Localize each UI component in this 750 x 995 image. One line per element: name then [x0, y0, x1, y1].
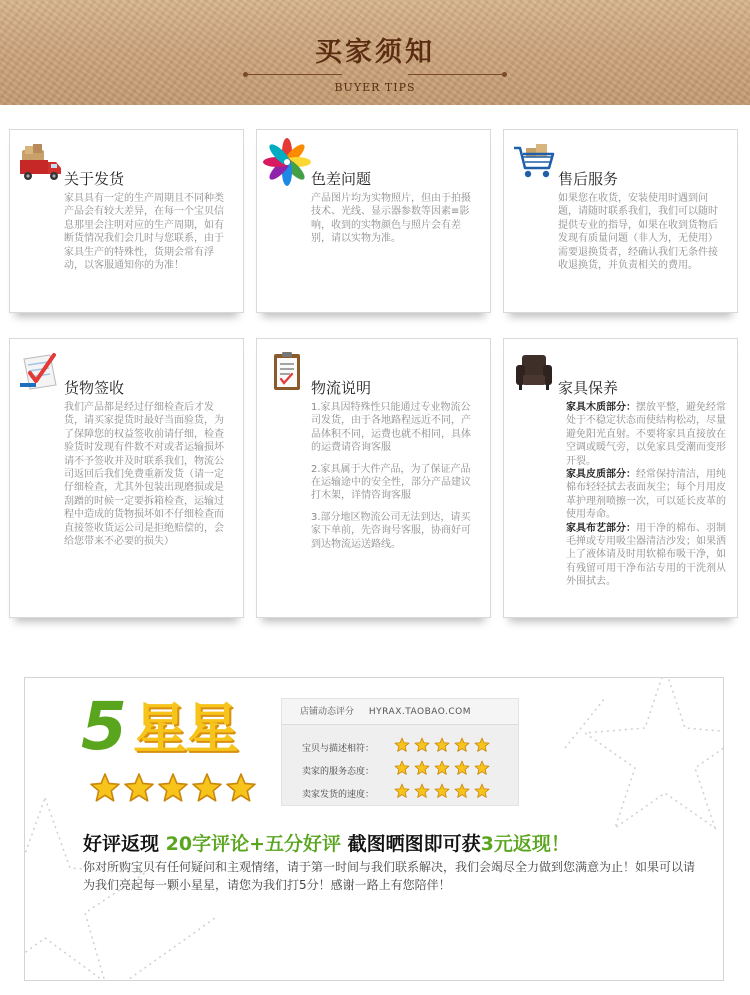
delivery-truck-icon [16, 138, 64, 186]
card-shipping [9, 129, 244, 313]
card-body [311, 192, 478, 254]
rating-stars [394, 783, 494, 802]
star-icon [414, 737, 430, 753]
star-icon [414, 783, 430, 799]
divider-left [247, 74, 342, 75]
card-body [64, 192, 231, 280]
star-icon [474, 760, 490, 776]
star-heading: 星星 [133, 697, 237, 760]
armchair-icon [510, 347, 558, 395]
divider-dot [502, 72, 507, 77]
care-label: 家具木质部分： [566, 402, 636, 413]
card-title: 售后服务 [558, 170, 619, 188]
card-paragraph: 1.家具因特殊性只能通过专业物流公司发货，由于各地路程远近不同，产品体积不同，运费也就不相同，具体的运费请咨询客服 [311, 402, 471, 454]
promo-offer: 20字评论+五分好评 [165, 833, 342, 855]
promo-tail: 截图晒图即可获 [347, 833, 481, 855]
care-item-fabric [566, 522, 727, 589]
rating-row-label: 卖家发货的速度： [302, 790, 375, 800]
star-icon [434, 760, 450, 776]
card-body [64, 401, 231, 556]
star-icon [454, 783, 470, 799]
star-icon [454, 737, 470, 753]
header-banner [0, 0, 750, 105]
star-icon [414, 760, 430, 776]
shop-url-link[interactable]: HYRAX.TAOBAO.COM [368, 707, 471, 717]
star-icon [394, 737, 410, 753]
star-icon [191, 772, 223, 804]
rating-row-service [302, 764, 374, 777]
star-icon [474, 737, 490, 753]
big-star-row [89, 772, 259, 808]
divider-right [408, 74, 503, 75]
card-receipt [9, 338, 244, 618]
five-number: 5 [81, 688, 127, 765]
cashback-promo [83, 832, 570, 856]
decorative-star-icon [545, 678, 724, 868]
card-paragraph: 如果您在收货，安装使用时遇到问题，请随时联系我们，我们可以随时提供专业的指导，如果在收到货物后发现有质量问题（非人为，无使用）需要退换货者，经确认我们无条件接收退换货，并负责相关的费用。 [558, 193, 718, 272]
care-text: 摆放平整，避免经常处于不稳定状态而使结构松动，尽量避免阳光直射。不要将家具直接放在空调或暖气旁，以免家具受潮而变形开裂。 [566, 402, 726, 467]
promo-lead: 好评返现 [83, 833, 160, 855]
care-item-wood [566, 401, 727, 468]
rating-panel-header [282, 699, 518, 725]
card-color-difference [256, 129, 491, 313]
card-body [558, 192, 725, 280]
care-item-leather [566, 468, 727, 522]
card-body [311, 401, 478, 559]
card-paragraph: 家具具有一定的生产周期且不同种类产品会有较大差异，在每一个宝贝信息那里会注明对应的生产周期，如有断货情况我们会几时与您联系，由于家具生产的特殊性，货期会常有浮动，以客服通知你的为准！ [64, 193, 224, 272]
star-icon [394, 760, 410, 776]
color-palette-icon [263, 138, 311, 186]
card-logistics [256, 338, 491, 618]
card-title: 色差问题 [311, 170, 372, 188]
rating-row-label: 宝贝与描述相符： [302, 744, 375, 754]
star-icon [434, 737, 450, 753]
card-title: 家具保养 [558, 379, 619, 397]
star-icon [454, 760, 470, 776]
divider-dot [243, 72, 248, 77]
star-icon [89, 772, 121, 804]
rating-stars [394, 760, 494, 779]
rating-section [24, 677, 724, 981]
rating-row-description [302, 741, 374, 754]
promo-amount: 3元返现！ [480, 833, 570, 855]
star-icon [157, 772, 189, 804]
star-icon [123, 772, 155, 804]
page-subtitle: BUYER TIPS [334, 81, 416, 94]
thank-you-note: 你对所购宝贝有任何疑问和主观情绪，请于第一时间与我们联系解决，我们会竭尽全力做到您满意为止！如果可以请为我们亮起每一颗小星星，请您为我们打5分！感谢一路上有您陪伴！ [83, 860, 696, 892]
star-icon [225, 772, 257, 804]
care-text: 用干净的棉布、羽制毛掸或专用吸尘器清洁沙发；如果洒上了液体请及时用软棉布吸干净，如有残留可用干净布沾专用的干洗剂从外围拭去。 [566, 522, 726, 588]
shop-rating-panel [281, 698, 519, 806]
page-title: 买家须知 [315, 37, 435, 68]
card-paragraph: 3.部分地区物流公司无法到达，请买家下单前，先咨询号客服，协商好可到达物流运送路线。 [311, 511, 471, 550]
rating-row-label: 卖家的服务态度： [302, 767, 375, 777]
star-icon [474, 783, 490, 799]
card-paragraph: 我们产品都是经过仔细检查后才发货，请买家提货时最好当面验货，为了保障您的权益签收前请仔细，检查验货时发现有件数不对或者运输损坏请不予签收并及时联系我们，物流公司返回后我们免费重新发货（请一定仔细检查，尤其外包装出现磨损或是刮蹭的时候一定要拆箱检查，运输过程中造成的货物损坏如不仔细检查而直接签收货运公司是拒绝赔偿的，会给您带来不必要的损失） [64, 402, 224, 548]
care-text: 经常保持清洁，用纯棉布轻轻拭去表面灰尘；每个月用皮革护理剂喷擦一次，可以延长皮革的使用寿命。 [566, 469, 726, 521]
card-after-sales [503, 129, 738, 313]
care-label: 家具皮质部分： [566, 469, 636, 481]
card-title: 物流说明 [311, 379, 372, 397]
card-paragraph: 产品图片均为实物照片，但由于拍摄技术、光线、显示器参数等因素≡影响，收到的实物颜色与照片会有差别，请以实物为准。 [311, 193, 471, 245]
care-label: 家具布艺部分： [566, 522, 636, 534]
rating-row-shipping [302, 787, 374, 800]
star-icon [434, 783, 450, 799]
clipboard-icon [263, 347, 311, 395]
card-paragraph: 2.家具属于大件产品，为了保证产品在运输途中的安全性，部分产品建议打木架，详情咨询客服 [311, 463, 471, 502]
card-title: 货物签收 [64, 379, 125, 397]
card-title: 关于发货 [64, 170, 125, 188]
star-icon [394, 783, 410, 799]
checklist-icon [16, 347, 64, 395]
rating-panel-label: 店铺动态评分 [300, 707, 355, 717]
card-body [566, 401, 727, 589]
shopping-cart-icon [510, 138, 558, 186]
card-furniture-care [503, 338, 738, 618]
rating-stars [394, 737, 494, 756]
